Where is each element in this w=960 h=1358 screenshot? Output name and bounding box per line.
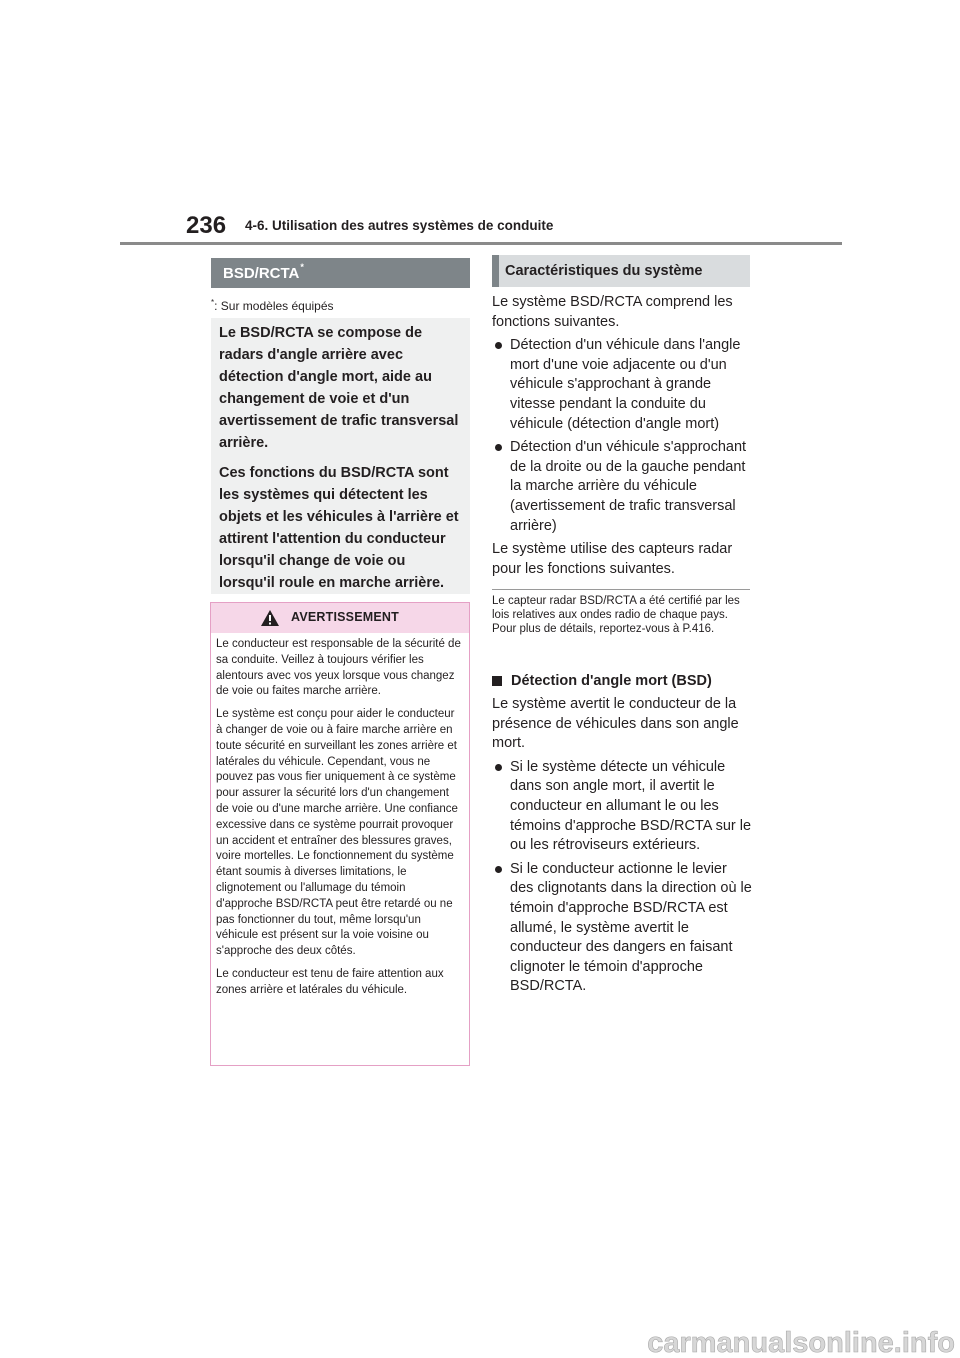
warning-paragraph: Le système est conçu pour aider le conducteur à changer de voie ou à faire marche arrière en toute sécurité en surveillant les zones arrière et latérales du véhicule. Cependant, vous ne pouvez pas vous fier uniquement à ce système pour assurer la sécurité lors d'un changement de voie ou d'une marche arrière. Une confiance excessive dans ce système pourrait provoquer un accident et entraîner des blessures graves, voire mortelles. Le fonctionnement du système étant soumis à diverses limitations, le clignotement ou l'allumage du témoin d'approche BSD/RCTA peut être retardé ou ne pas fonctionner du tout, même lorsqu'un véhicule est présent sur la voie voisine ou s'approche des deux côtés. <box>216 708 458 958</box>
warning-paragraph: Le conducteur est responsable de la sécurité de sa conduite. Veillez à toujours vérifier les alentours avec vos yeux lorsque vous changez de voie ou faites marche arrière. <box>216 638 461 698</box>
intro-paragraph: Ces fonctions du BSD/RCTA sont les systèmes qui détectent les objets et les véhicules à l'arrière et attirent l'attention du conducteur lorsqu'il change de voie ou lorsqu'il roule en marche arrière. <box>219 465 459 591</box>
warning-title: AVERTISSEMENT <box>291 610 399 625</box>
chapter-title: 4-6. Utilisation des autres systèmes de conduite <box>245 218 554 233</box>
intro-paragraph: Le BSD/RCTA se compose de radars d'angle arrière avec détection d'angle mort, aide au changement de voie et d'un avertissement de trafic transversal arrière. <box>219 325 459 451</box>
bullet-text: Si le système détecte un véhicule dans son angle mort, il avertit le conducteur en allumant le ou les témoins d'approche BSD/RCTA sur le ou les rétroviseurs extérieurs. <box>510 758 752 854</box>
bsd-intro: Le système avertit le conducteur de la présence de véhicules dans son angle mort. <box>492 696 739 752</box>
note-text: Le capteur radar BSD/RCTA a été certifié par les lois relatives aux ondes radio de chaque pays. Pour plus de détails, reportez-vous à P.416. <box>492 595 740 635</box>
bullet-text: Si le conducteur actionne le levier des clignotants dans la direction où le témoin d'approche BSD/RCTA est allumé, le système avertit le conducteur des dangers en faisant clignoter le témoin d'approche BSD/RCTA. <box>510 860 752 995</box>
bullet-text: Détection d'un véhicule dans l'angle mort d'une voie adjacente ou d'un véhicule s'approchant à grande vitesse pendant la conduite du véhicule (détection d'angle mort) <box>510 337 741 432</box>
watermark-text: carmanualsonline.info <box>647 1327 955 1358</box>
subsection-title: Détection d'angle mort (BSD) <box>511 673 712 689</box>
title-asterisk: * <box>300 262 304 272</box>
features-outro: Le système utilise des capteurs radar pour les fonctions suivantes. <box>492 541 733 577</box>
footnote-text: : Sur modèles équipés <box>214 299 334 313</box>
footnote-asterisk: * <box>211 298 215 307</box>
page-number: 236 <box>186 212 227 239</box>
features-intro: Le système BSD/RCTA comprend les fonctions suivantes. <box>492 294 733 330</box>
bullet-text: Détection d'un véhicule s'approchant de la droite ou de la gauche pendant la marche arrière du véhicule (avertissement de trafic transversal arrière) <box>510 439 747 534</box>
section-title: BSD/RCTA <box>223 264 300 282</box>
warning-paragraph: Le conducteur est tenu de faire attention aux zones arrière et latérales du véhicule. <box>216 967 444 996</box>
section-title: Caractéristiques du système <box>499 255 750 287</box>
